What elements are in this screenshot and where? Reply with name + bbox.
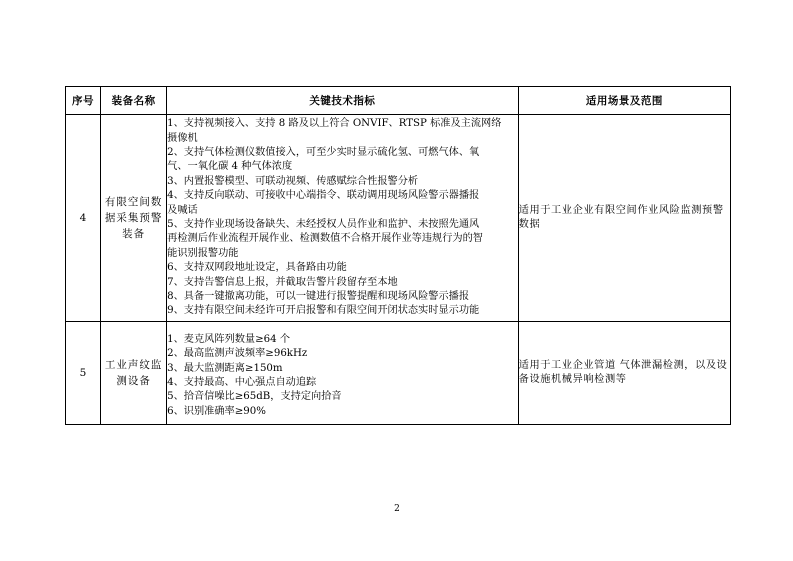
indicator-line: 4、支持反向联动、可接收中心端指令、联动调用现场风险警示器播报	[167, 190, 480, 202]
equipment-spec-table	[65, 86, 731, 425]
indicator-line: 8、具备一键撤离功能，可以一键进行报警提醒和现场风险警示播报	[167, 291, 470, 303]
indicator-line: 摄像机	[167, 132, 198, 144]
row-technical-indicators	[167, 115, 519, 322]
indicator-line: 1、麦克风阵列数量≥64 个	[167, 333, 291, 345]
header-equipment-name: 装备名称	[101, 87, 167, 115]
header-application-scope: 适用场景及范围	[518, 87, 730, 115]
indicator-line: 3、最大监测距离≥150m	[167, 362, 283, 374]
indicator-line: 9、支持有限空间未经许可开启报警和有限空间开闭状态实时显示功能	[167, 305, 480, 317]
indicator-line: 能识别报警功能	[167, 247, 239, 259]
indicator-line: 2、最高监测声波频率≥96kHz	[167, 348, 308, 360]
row-serial-number: 5	[66, 322, 101, 425]
page-number: 2	[394, 504, 400, 514]
row-serial-number: 4	[66, 115, 101, 322]
row-equipment-name: 有限空间数据采集预警装备	[101, 115, 167, 322]
row-technical-indicators	[167, 322, 519, 425]
indicator-line: 4、支持最高、中心强点自动追踪	[167, 377, 317, 388]
row-equipment-name: 工业声纹监测设备	[101, 322, 167, 425]
indicator-line: 7、支持告警信息上报，并截取告警片段留存至本地	[167, 276, 398, 288]
indicator-line: 5、支持作业现场设备缺失、未经授权人员作业和监护、未按照先通风	[167, 219, 480, 230]
header-key-technical-indicators: 关键技术指标	[167, 87, 519, 115]
indicator-line: 6、支持双网段地址设定，具备路由功能	[167, 262, 347, 274]
table-header-row	[66, 87, 731, 115]
indicator-line: 5、拾音信噪比≥65dB，支持定向拾音	[167, 391, 342, 403]
indicator-line: 1、支持视频接入、支持 8 路及以上符合 ONVIF、RTSP 标准及主流网络	[167, 118, 502, 130]
indicator-line: 及喊话	[167, 204, 198, 216]
table-row	[66, 115, 731, 322]
table-row	[66, 322, 731, 425]
indicator-line: 6、识别准确率≥90%	[167, 405, 266, 417]
header-serial-number: 序号	[66, 87, 101, 115]
row-application-scope: 适用于工业企业管道 气体泄漏检测，以及设备设施机械异响检测等	[518, 322, 730, 425]
indicator-line: 3、内置报警模型、可联动视频、传感赋综合性报警分析	[167, 175, 419, 187]
indicator-line: 2、支持气体检测仪数值接入，可至少实时显示硫化氢、可燃气体、氧	[167, 146, 480, 158]
indicator-line: 气、一氧化碳 4 种气体浓度	[167, 161, 293, 173]
indicator-line: 再检测后作业流程开展作业、检测数值不合格开展作业等违规行为的智	[167, 233, 483, 245]
row-application-scope: 适用于工业企业有限空间作业风险监测预警数据	[518, 115, 730, 322]
